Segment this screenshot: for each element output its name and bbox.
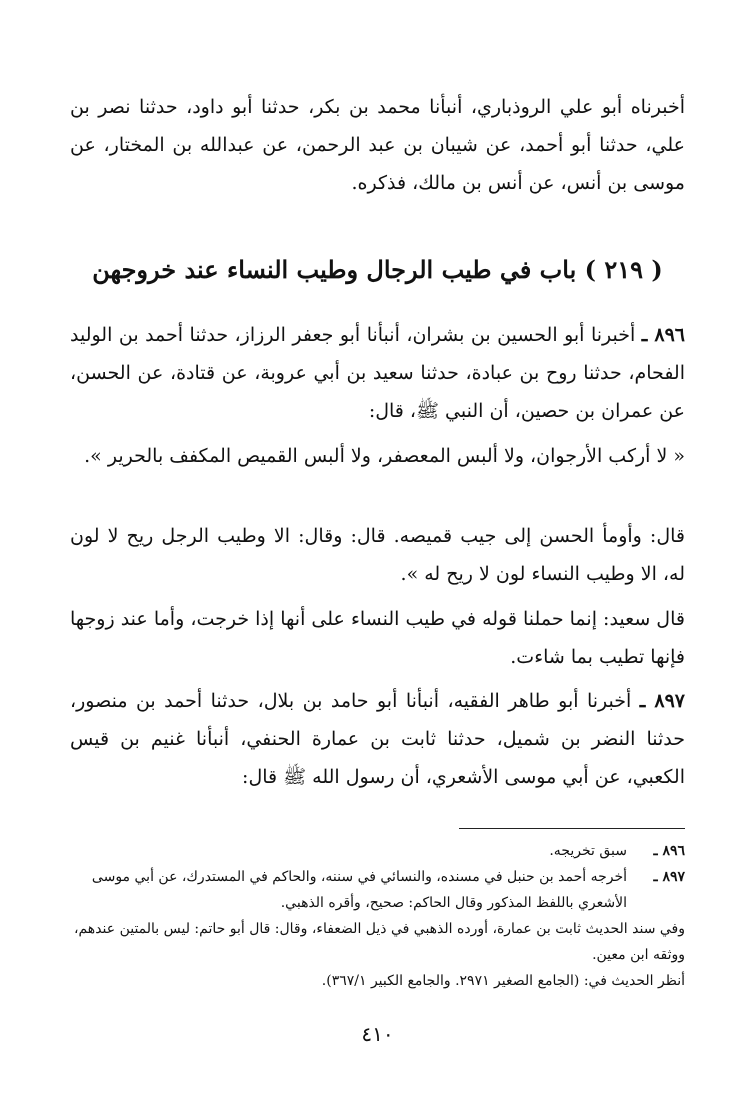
hadith-897-isnad-text: أخبرنا أبو طاهر الفقيه، أنبأنا أبو حامد بن بلال، حدثنا أحمد بن منصور، حدثنا النضر بن شميل، حدثنا ثابت بن عمارة الحنفي، أنبأنا غنيم بن قيس الكعبي، عن أبي موسى الأشعري، أن رسول الله ﷺ قال: (70, 690, 685, 788)
hadith-896-number: ٨٩٦ ـ (641, 324, 685, 346)
footnote-897-continuation-1: وفي سند الحديث ثابت بن عمارة، أورده الذهبي في ذيل الضعفاء، وقال: قال أبو حاتم: ليس بالمتين عندهم، ووثقه ابن معين. (73, 921, 685, 963)
footnote-divider (459, 828, 685, 829)
footnote-896-text: سبق تخريجه. (549, 843, 627, 859)
footnote-897-text: أخرجه أحمد بن حنبل في مسنده، والنسائي في سننه، والحاكم في المستدرك، عن أبي موسى الأشعري باللفظ المذكور وقال الحاكم: صحيح، وأقره الذهبي. (91, 869, 627, 911)
footnote-897 (70, 864, 685, 916)
page-number: ٤١٠ (361, 1022, 394, 1046)
hadith-896-comment-2: قال سعيد: إنما حملنا قوله في طيب النساء على أنها إذا خرجت، وأما عند زوجها فإنها تطيب بما شاءت. (70, 608, 685, 668)
hadith-896-isnad (70, 316, 685, 430)
hadith-897-number: ٨٩٧ ـ (639, 690, 685, 712)
footnote-896-label: ٨٩٦ ـ (653, 843, 685, 859)
footnote-897-continuation-2: أنظر الحديث في: (الجامع الصغير ٢٩٧١. والجامع الكبير ٣٦٧/١). (321, 973, 685, 989)
footnote-896 (70, 838, 685, 864)
hadith-896-isnad-text: أخبرنا أبو الحسين بن بشران، أنبأنا أبو جعفر الرزاز، حدثنا أحمد بن الوليد الفحام، حدثنا روح بن عبادة، حدثنا سعيد بن أبي عروبة، عن قتادة، عن الحسن، عن عمران بن حصين، أن النبي ﷺ، قال: (70, 324, 685, 422)
hadith-896-comment-1: قال: وأومأ الحسن إلى جيب قميصه. قال: وقال: الا وطيب الرجل ريح لا لون له، الا وطيب النساء لون لا ريح له ». (70, 525, 685, 585)
footnotes (70, 838, 685, 994)
chapter-title: ( ٢١٩ ) باب في طيب الرجال وطيب النساء عند خروجهن (92, 255, 663, 284)
intro-paragraph: أخبرناه أبو علي الروذباري، أنبأنا محمد بن بكر، حدثنا أبو داود، حدثنا نصر بن علي، حدثنا أبو أحمد، عن شيبان بن عبد الرحمن، عن عبدالله بن المختار، عن موسى بن أنس، عن أنس بن مالك، فذكره. (70, 96, 685, 194)
hadith-896-matn: « لا أركب الأرجوان، ولا ألبس المعصفر، ولا ألبس القميص المكفف بالحرير ». (84, 445, 685, 467)
footnote-897-label: ٨٩٧ ـ (653, 869, 685, 885)
hadith-897-isnad (70, 682, 685, 796)
